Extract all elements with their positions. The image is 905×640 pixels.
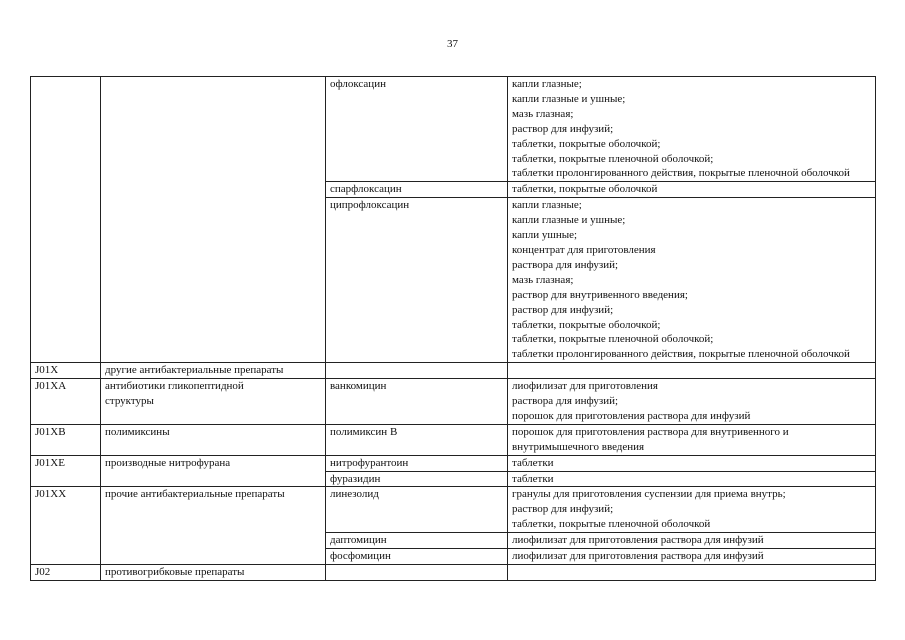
- dosage-form: таблетки: [512, 472, 554, 485]
- dosage-form: капли ушные;: [512, 229, 578, 242]
- atc-code-cell: J01XB: [31, 424, 101, 455]
- atc-code-cell: J02: [31, 565, 101, 581]
- drug-table: [30, 76, 876, 581]
- dosage-form: мазь глазная;: [512, 107, 574, 120]
- atc-group-cell: [101, 487, 326, 565]
- drug-name-cell: [326, 565, 508, 581]
- dosage-form: капли глазные и ушные;: [512, 92, 626, 105]
- atc-group-cell: [101, 455, 326, 487]
- dosage-forms-cell: [508, 533, 876, 549]
- atc-group-line: другие антибактериальные препараты: [105, 364, 284, 377]
- dosage-form: таблетки, покрытые оболочкой: [512, 183, 658, 196]
- drug-name-cell: фосфомицин: [326, 549, 508, 565]
- table-row: [31, 455, 876, 471]
- dosage-form: порошок для приготовления раствора для внутривенного и внутримышечного введения: [512, 425, 789, 453]
- dosage-form: раствор для внутривенного введения;: [512, 288, 688, 301]
- atc-group-line: противогрибковые препараты: [105, 566, 245, 578]
- dosage-forms-cell: [508, 565, 876, 581]
- dosage-forms-cell: [508, 379, 876, 425]
- drug-name-cell: спарфлоксацин: [326, 182, 508, 198]
- dosage-forms-cell: [508, 487, 876, 533]
- dosage-form: раствора для инфузий;: [512, 395, 619, 408]
- dosage-forms-cell: [508, 77, 876, 182]
- dosage-form: таблетки, покрытые пленочной оболочкой;: [512, 333, 714, 346]
- table-row: [31, 379, 876, 425]
- atc-group-cell: [101, 363, 326, 379]
- drug-name-cell: ванкомицин: [326, 379, 508, 425]
- atc-code-cell: J01XA: [31, 379, 101, 425]
- dosage-forms-cell: [508, 363, 876, 379]
- page-number: 37: [447, 38, 458, 50]
- drug-name-cell: офлоксацин: [326, 77, 508, 182]
- drug-name-cell: полимиксин В: [326, 424, 508, 455]
- dosage-form: лиофилизат для приготовления раствора для инфузий: [512, 534, 764, 547]
- drug-name-cell: нитрофурантоин: [326, 455, 508, 471]
- atc-group-cell: [101, 77, 326, 363]
- atc-code-cell: [31, 77, 101, 363]
- drug-name-cell: ципрофлоксацин: [326, 198, 508, 363]
- dosage-forms-cell: [508, 424, 876, 455]
- dosage-form: порошок для приготовления раствора для инфузий: [512, 409, 751, 422]
- dosage-form: лиофилизат для приготовления раствора для инфузий: [512, 550, 764, 563]
- dosage-form: гранулы для приготовления суспензии для приема внутрь;: [512, 488, 786, 501]
- dosage-form: капли глазные;: [512, 78, 582, 90]
- table-row: [31, 565, 876, 581]
- drug-name-cell: линезолид: [326, 487, 508, 533]
- atc-group-cell: [101, 424, 326, 455]
- dosage-form: раствор для инфузий;: [512, 303, 614, 316]
- table-row: [31, 424, 876, 455]
- dosage-form: таблетки: [512, 456, 554, 469]
- atc-group-cell: [101, 565, 326, 581]
- table-row: [31, 77, 876, 182]
- atc-code-cell: J01XX: [31, 487, 101, 565]
- dosage-forms-cell: [508, 549, 876, 565]
- dosage-form: раствор для инфузий;: [512, 122, 614, 135]
- atc-group-cell: [101, 379, 326, 425]
- atc-code-cell: J01XE: [31, 455, 101, 487]
- dosage-forms-cell: [508, 471, 876, 487]
- dosage-forms-cell: [508, 455, 876, 471]
- dosage-form: таблетки, покрытые оболочкой;: [512, 318, 661, 331]
- dosage-form: капли глазные и ушные;: [512, 214, 626, 227]
- drug-name-cell: даптомицин: [326, 533, 508, 549]
- dosage-form: раствора для инфузий;: [512, 258, 619, 271]
- atc-group-line: полимиксины: [105, 425, 170, 438]
- table-row: [31, 487, 876, 533]
- atc-code-cell: J01X: [31, 363, 101, 379]
- dosage-form: таблетки пролонгированного действия, покрытые пленочной оболочкой: [512, 348, 850, 361]
- atc-group-line: антибиотики гликопептидной: [105, 380, 244, 393]
- dosage-forms-cell: [508, 182, 876, 198]
- dosage-form: лиофилизат для приготовления: [512, 380, 658, 393]
- drug-name-cell: фуразидин: [326, 471, 508, 487]
- dosage-form: концентрат для приготовления: [512, 243, 656, 256]
- dosage-form: капли глазные;: [512, 199, 582, 212]
- dosage-form: таблетки, покрытые оболочкой;: [512, 137, 661, 150]
- dosage-form: таблетки пролонгированного действия, покрытые пленочной оболочкой: [512, 167, 850, 180]
- table-row: [31, 363, 876, 379]
- atc-group-line: структуры: [105, 395, 154, 408]
- dosage-form: таблетки, покрытые пленочной оболочкой: [512, 518, 711, 531]
- dosage-form: таблетки, покрытые пленочной оболочкой;: [512, 152, 714, 165]
- dosage-form: мазь глазная;: [512, 273, 574, 286]
- dosage-form: раствор для инфузий;: [512, 503, 614, 516]
- atc-group-line: производные нитрофурана: [105, 456, 231, 469]
- atc-group-line: прочие антибактериальные препараты: [105, 488, 285, 501]
- drug-name-cell: [326, 363, 508, 379]
- dosage-forms-cell: [508, 198, 876, 363]
